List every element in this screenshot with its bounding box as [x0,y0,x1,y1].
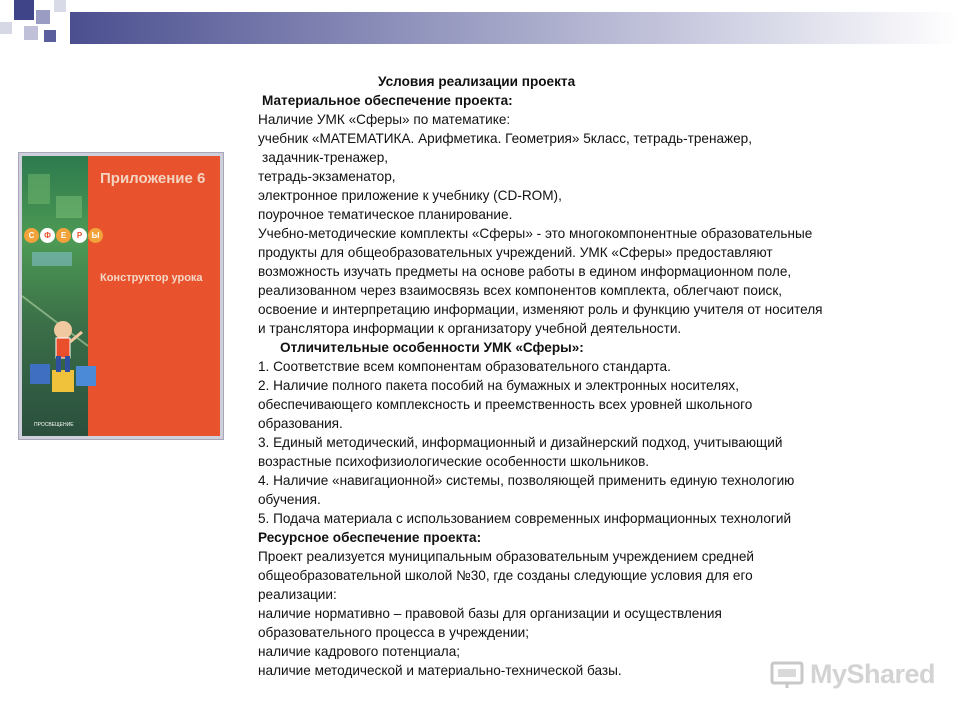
decor-square [24,26,38,40]
watermark-text: MyShared [810,658,936,689]
logo-letter: С [24,228,39,243]
text-line: задачник-тренажер, [262,150,389,165]
text-line: общеобразовательной школой №30, где созданы следующие условия для его [258,568,753,583]
text-line: реализации: [258,587,337,602]
material-heading: Материальное обеспечение проекта: [262,93,513,108]
text-line: и транслятора информации к организатору учебной деятельности. [258,321,682,336]
text-line: 2. Наличие полного пакета пособий на бумажных и электронных носителях, [258,378,740,393]
cover-publisher: ПРОСВЕЩЕНИЕ [34,422,74,428]
slide-text [258,72,938,680]
text-line: освоение и интерпретацию информации, изменяют роль и функцию учителя от носителя [258,302,823,317]
decor-square [0,22,12,34]
watermark[interactable] [770,656,935,692]
text-line: 5. Подача материала с использованием современных информационных технологий [258,511,792,526]
text-line: тетрадь-экзаменатор, [258,169,396,184]
text-line: возрастные психофизиологические особенности школьников. [258,454,650,469]
decor-square [14,0,34,20]
text-line: Наличие УМК «Сферы» по математике: [258,112,511,127]
resource-heading: Ресурсное обеспечение проекта: [258,530,482,545]
text-line: образовательного процесса в учреждении; [258,625,530,640]
decor-square [44,30,56,42]
header-decoration [0,0,960,60]
text-line: 1. Соответствие всем компонентам образовательного стандарта. [258,359,671,374]
cover-subtitle: Конструктор урока [100,272,203,284]
text-line: Проект реализуется муниципальным образовательным учреждением средней [258,549,755,564]
projector-screen-icon [770,659,804,689]
text-line: наличие нормативно – правовой базы для организации и осуществления [258,606,722,621]
logo-letter: Ы [88,228,103,243]
decor-square [36,10,50,24]
book-cover [22,156,220,436]
cover-logo [24,228,103,244]
text-line: 3. Единый методический, информационный и дизайнерский подход, учитывающий [258,435,783,450]
decor-square [54,0,66,12]
text-line: обучения. [258,492,321,507]
features-heading: Отличительные особенности УМК «Сферы»: [280,340,584,355]
text-line: реализованном через взаимосвязь всех компонентов комплекта, облегчают поиск, [258,283,783,298]
cover-title: Приложение 6 [100,170,206,187]
text-line: Учебно-методические комплекты «Сферы» - это многокомпонентные образовательные [258,226,813,241]
logo-letter: Е [56,228,71,243]
gradient-band [70,12,960,44]
text-line: продукты для общеобразовательных учреждений. УМК «Сферы» предоставляют [258,245,773,260]
text-line: возможность изучать предметы на основе работы в едином информационном поле, [258,264,792,279]
text-line: наличие кадрового потенциала; [258,644,461,659]
text-line: учебник «МАТЕМАТИКА. Арифметика. Геометрия» 5класс, тетрадь-тренажер, [258,131,753,146]
logo-letter: Р [72,228,87,243]
text-line: обеспечивающего комплексность и преемственность всех уровней школьного [258,397,753,412]
text-line: наличие методической и материально-технической базы. [258,663,622,678]
cartoon-character-illustration [30,316,100,396]
text-line: электронное приложение к учебнику (CD-ROM), [258,188,562,203]
slide-title: Условия реализации проекта [378,74,576,89]
book-cover-image [18,152,224,440]
text-line: 4. Наличие «навигационной» системы, позволяющей применить единую технологию [258,473,795,488]
text-line: поурочное тематическое планирование. [258,207,513,222]
logo-letter: Ф [40,228,55,243]
text-line: образования. [258,416,343,431]
